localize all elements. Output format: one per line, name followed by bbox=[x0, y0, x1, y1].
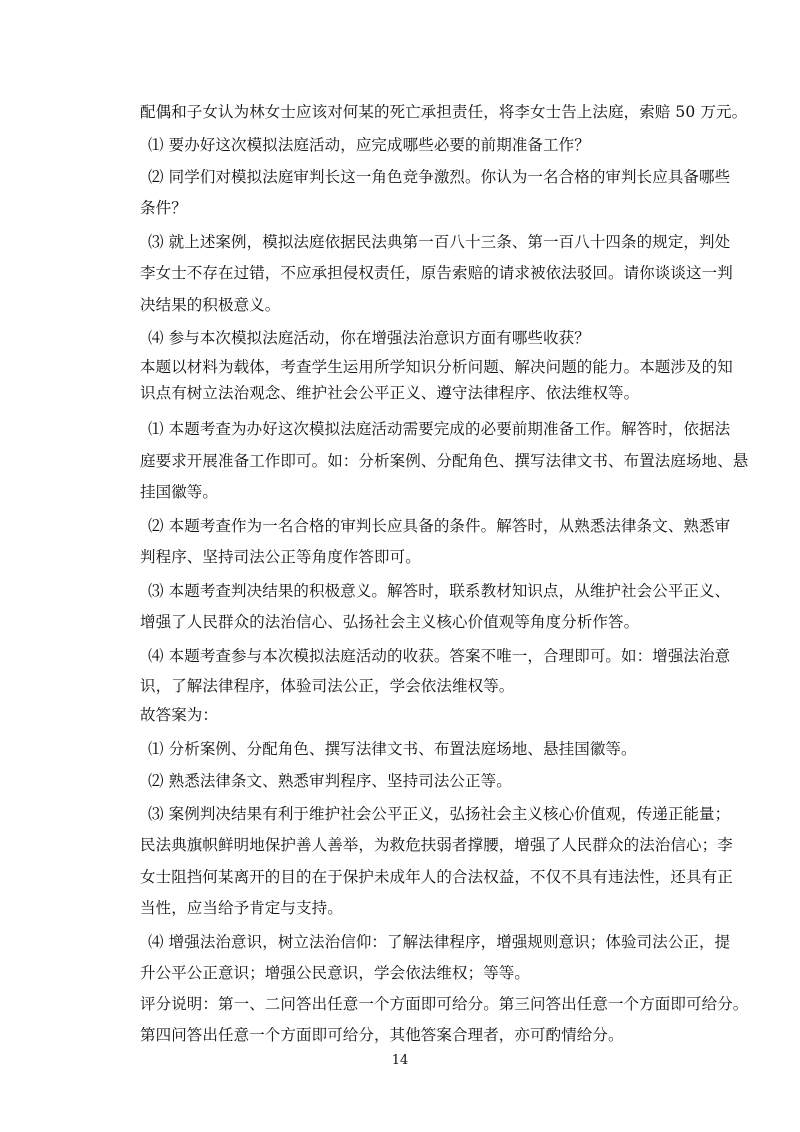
text-line: ⑵ 本题考查作为一名合格的审判长应具备的条件。解答时，从熟悉法律条文、熟悉审 bbox=[148, 517, 731, 535]
text-line: 庭要求开展准备工作即可。如：分析案例、分配角色、撰写法律文书、布置法庭场地、悬 bbox=[140, 452, 749, 470]
text-line: 条件？ bbox=[140, 199, 187, 217]
text-line: 升公平公正意识；增强公民意识，学会依法维权；等等。 bbox=[140, 964, 531, 982]
text-line: 识点有树立法治观念、维护社会公平正义、遵守法律程序、依法维权等。 bbox=[140, 384, 640, 402]
text-line: 识，了解法律程序，体验司法公正，学会依法维权等。 bbox=[140, 677, 515, 695]
text-line: 民法典旗帜鲜明地保护善人善举，为救危扶弱者撑腰，增强了人民群众的法治信心；李 bbox=[140, 836, 733, 854]
text-line: ⑷ 本题考查参与本次模拟法庭活动的收获。答案不唯一，合理即可。如：增强法治意 bbox=[148, 647, 731, 665]
text-line: 故答案为： bbox=[140, 706, 219, 724]
text-line: ⑶ 本题考查判决结果的积极意义。解答时，联系教材知识点，从维护社会公平正义、 bbox=[148, 582, 731, 600]
text-line: 挂国徽等。 bbox=[140, 483, 219, 501]
text-line: ⑴ 本题考查为办好这次模拟法庭活动需要完成的必要前期准备工作。解答时，依据法 bbox=[148, 420, 731, 438]
text-line: 女士阻挡何某离开的目的在于保护未成年人的合法权益，不仅不具有违法性，还具有正 bbox=[140, 868, 733, 886]
text-line: 李女士不存在过错，不应承担侵权责任，原告索赔的请求被依法驳回。请你谈谈这一判 bbox=[140, 264, 733, 282]
text-line: ⑷ 参与本次模拟法庭活动，你在增强法治意识方面有哪些收获？ bbox=[148, 329, 590, 347]
text-line: ⑴ 分析案例、分配角色、撰写法律文书、布置法庭场地、悬挂国徽等。 bbox=[148, 740, 637, 758]
text-line: ⑵ 熟悉法律条文、熟悉审判程序、坚持司法公正等。 bbox=[148, 772, 512, 790]
text-line: ⑴ 要办好这次模拟法庭活动，应完成哪些必要的前期准备工作？ bbox=[148, 136, 590, 154]
text-line: 当性，应当给予肯定与支持。 bbox=[140, 899, 343, 917]
text-line: 判程序、坚持司法公正等角度作答即可。 bbox=[140, 548, 421, 566]
text-line: 第四问答出任意一个方面即可给分，其他答案合理者，亦可酌情给分。 bbox=[140, 1026, 624, 1044]
text-line: 配偶和子女认为林女士应该对何某的死亡承担责任，将李女士告上法庭，索赔 50 万元。 bbox=[140, 103, 748, 121]
text-line: 决结果的积极意义。 bbox=[140, 296, 281, 314]
text-line: 增强了人民群众的法治信心、弘扬社会主义核心价值观等角度分析作答。 bbox=[140, 613, 640, 631]
text-line: 本题以材料为载体，考查学生运用所学知识分析问题、解决问题的能力。本题涉及的知 bbox=[140, 358, 733, 376]
text-line: ⑵ 同学们对模拟法庭审判长这一角色竞争激烈。你认为一名合格的审判长应具备哪些 bbox=[148, 168, 731, 186]
text-line: ⑷ 增强法治意识，树立法治信仰：了解法律程序，增强规则意识；体验司法公正，提 bbox=[148, 933, 731, 951]
text-line: ⑶ 就上述案例，模拟法庭依据民法典第一百八十三条、第一百八十四条的规定，判处 bbox=[148, 233, 731, 251]
text-line: 评分说明：第一、二问答出任意一个方面即可给分。第三问答出任意一个方面即可给分。 bbox=[140, 995, 749, 1013]
text-line: ⑶ 案例判决结果有利于维护社会公平正义，弘扬社会主义核心价值观，传递正能量； bbox=[148, 805, 731, 823]
page-number: 14 bbox=[391, 1053, 409, 1068]
